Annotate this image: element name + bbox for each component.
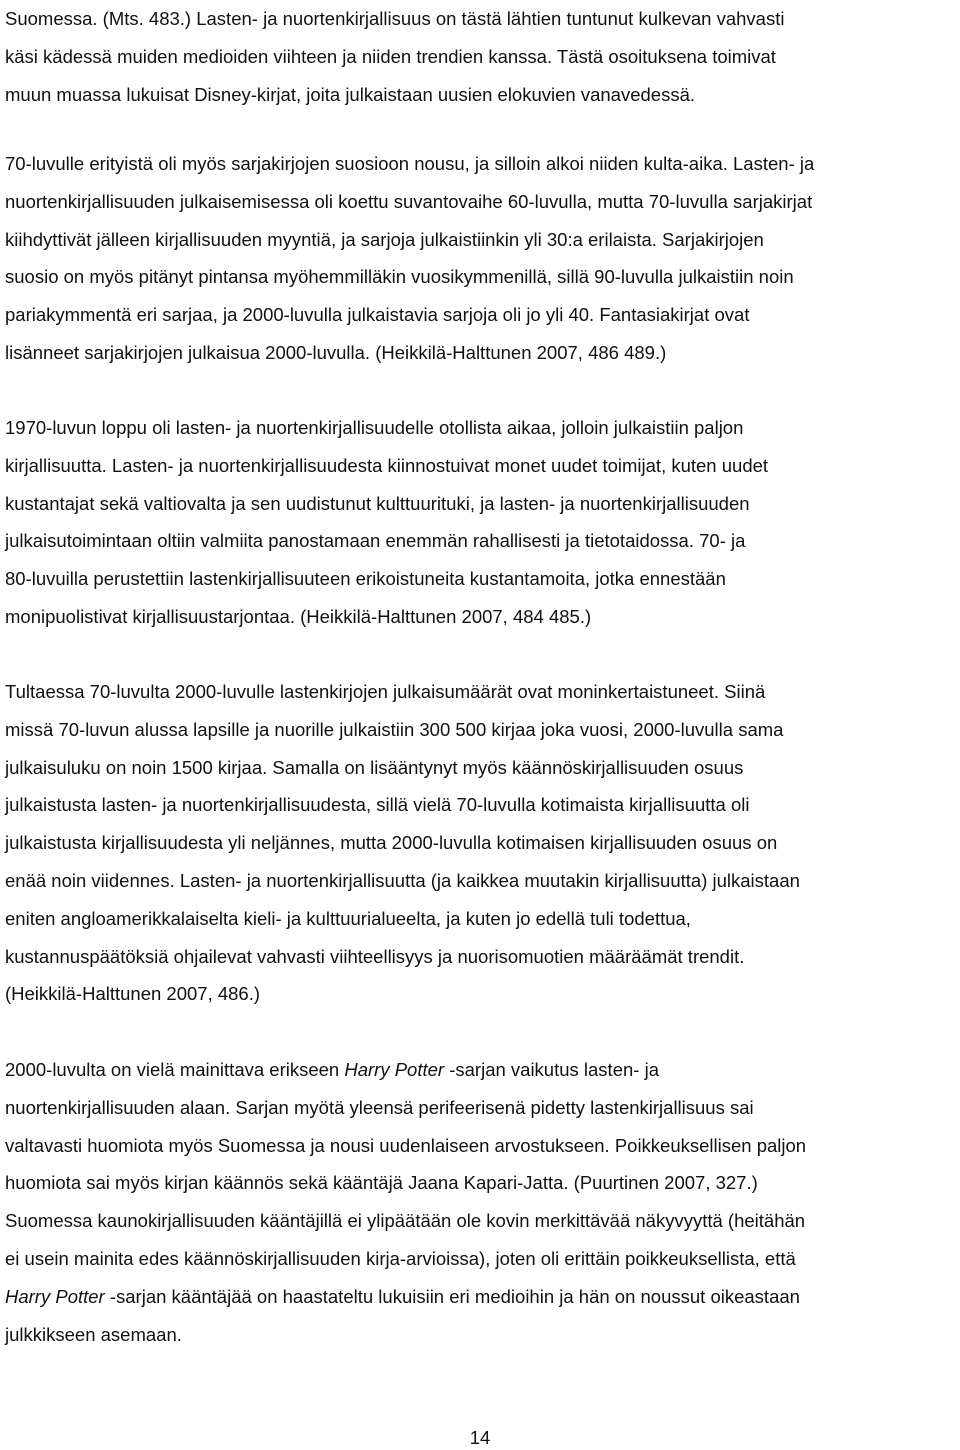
text-line: käsi kädessä muiden medioiden viihteen ja niiden trendien kanssa. Tästä osoituksena toimivat: [5, 45, 776, 67]
paragraph-4: [5, 673, 955, 1013]
paragraph-2: [5, 145, 955, 372]
text-line: julkaistusta lasten- ja nuortenkirjallisuudesta, sillä vielä 70-luvulla kotimaista kirjallisuutta oli: [5, 794, 750, 816]
text-line: julkkikseen asemaan.: [5, 1323, 182, 1345]
text-line: nuortenkirjallisuuden julkaisemisessa oli koettu suvantovaihe 60-luvulla, mutta 70-luvulla sarjakirjat: [5, 190, 813, 212]
text-line: 80-luvuilla perustettiin lastenkirjallisuuteen erikoistuneita kustantamoita, jotka ennestään: [5, 568, 726, 590]
text-line: 70-luvulle erityistä oli myös sarjakirjojen suosioon nousu, ja silloin alkoi niiden kulta-aika. Lasten- ja: [5, 153, 815, 174]
text-line: huomiota sai myös kirjan käännös sekä kääntäjä Jaana Kapari-Jatta. (Puurtinen 2007, 327.): [5, 1172, 758, 1194]
text-line: kustantajat sekä valtiovalta ja sen uudistunut kulttuurituki, ja lasten- ja nuortenkirjallisuuden: [5, 492, 750, 514]
text-line: julkaisutoimintaan oltiin valmiita panostamaan enemmän rahallisesti ja tietotaidossa. 70- ja: [5, 530, 746, 552]
page-number: 14: [469, 1427, 491, 1448]
paragraph-1: [5, 0, 955, 113]
paragraph-5: [5, 1051, 955, 1353]
text-line: (Heikkilä-Halttunen 2007, 486.): [5, 983, 261, 1005]
paragraph-3: [5, 409, 955, 636]
text-line: Harry Potter -sarjan kääntäjää on haastateltu lukuisiin eri medioihin ja hän on noussut oikeastaan: [5, 1285, 800, 1307]
text-line: eniten angloamerikkalaiselta kieli- ja kulttuurialueelta, ja kuten jo edellä tuli todettua,: [5, 907, 691, 929]
text-line: Suomessa. (Mts. 483.) Lasten- ja nuortenkirjallisuus on tästä lähtien tuntunut kulkevan vahvasti: [5, 8, 785, 29]
text-line: suosio on myös pitänyt pintansa myöhemmilläkin vuosikymmenillä, sillä 90-luvulla julkaistiin noin: [5, 266, 794, 288]
text-line: muun muassa lukuisat Disney-kirjat, joita julkaistaan uusien elokuvien vanavedessä.: [5, 83, 696, 105]
text-line: nuortenkirjallisuuden alaan. Sarjan myötä yleensä perifeerisenä pidetty lastenkirjallisuus sai: [5, 1096, 754, 1118]
text-line: enää noin viidennes. Lasten- ja nuortenkirjallisuutta (ja kaikkea muutakin kirjallisuutta) julkaistaan: [5, 869, 800, 891]
text-line: kiihdyttivät jälleen kirjallisuuden myyntiä, ja sarjoja julkaistiinkin yli 30:a erilaista. Sarjakirjojen: [5, 228, 764, 250]
text-line: ei usein mainita edes käännöskirjallisuuden kirja-arvioissa), joten oli erittäin poikkeuksellista, että: [5, 1247, 796, 1269]
text-line: julkaisuluku on noin 1500 kirjaa. Samalla on lisääntynyt myös käännöskirjallisuuden osuus: [5, 756, 744, 778]
text-line: missä 70-luvun alussa lapsille ja nuorille julkaistiin 300 500 kirjaa joka vuosi, 2000-luvulla sama: [5, 718, 784, 740]
text-line: valtavasti huomiota myös Suomessa ja nousi uudenlaiseen arvostukseen. Poikkeuksellisen paljon: [5, 1134, 807, 1156]
text-line: Suomessa kaunokirjallisuuden kääntäjillä ei ylipäätään ole kovin merkittävää näkyvyyttä (heitähän: [5, 1210, 806, 1232]
text-line: 2000-luvulta on vielä mainittava erikseen Harry Potter -sarjan vaikutus lasten- ja: [5, 1059, 659, 1080]
text-line: pariakymmentä eri sarjaa, ja 2000-luvulla julkaistavia sarjoja oli jo yli 40. Fantasiakirjat ovat: [5, 304, 750, 326]
text-line: kustannuspäätöksiä ohjailevat vahvasti viihteellisyys ja nuorisomuotien määräämät trendit.: [5, 945, 745, 967]
text-line: julkaistusta kirjallisuudesta yli neljännes, mutta 2000-luvulla kotimaisen kirjallisuuden osuus on: [5, 832, 778, 854]
text-line: 1970-luvun loppu oli lasten- ja nuortenkirjallisuudelle otollista aikaa, jolloin julkaistiin paljon: [5, 417, 744, 438]
text-line: monipuolistivat kirjallisuustarjontaa. (Heikkilä-Halttunen 2007, 484 485.): [5, 605, 592, 627]
text-line: Tultaessa 70-luvulta 2000-luvulle lastenkirjojen julkaisumäärät ovat moninkertaistuneet. Siinä: [5, 681, 766, 702]
text-line: kirjallisuutta. Lasten- ja nuortenkirjallisuudesta kiinnostuivat monet uudet toimijat, kuten uudet: [5, 454, 769, 476]
text-line: lisänneet sarjakirjojen julkaisua 2000-luvulla. (Heikkilä-Halttunen 2007, 486 489.): [5, 341, 667, 363]
